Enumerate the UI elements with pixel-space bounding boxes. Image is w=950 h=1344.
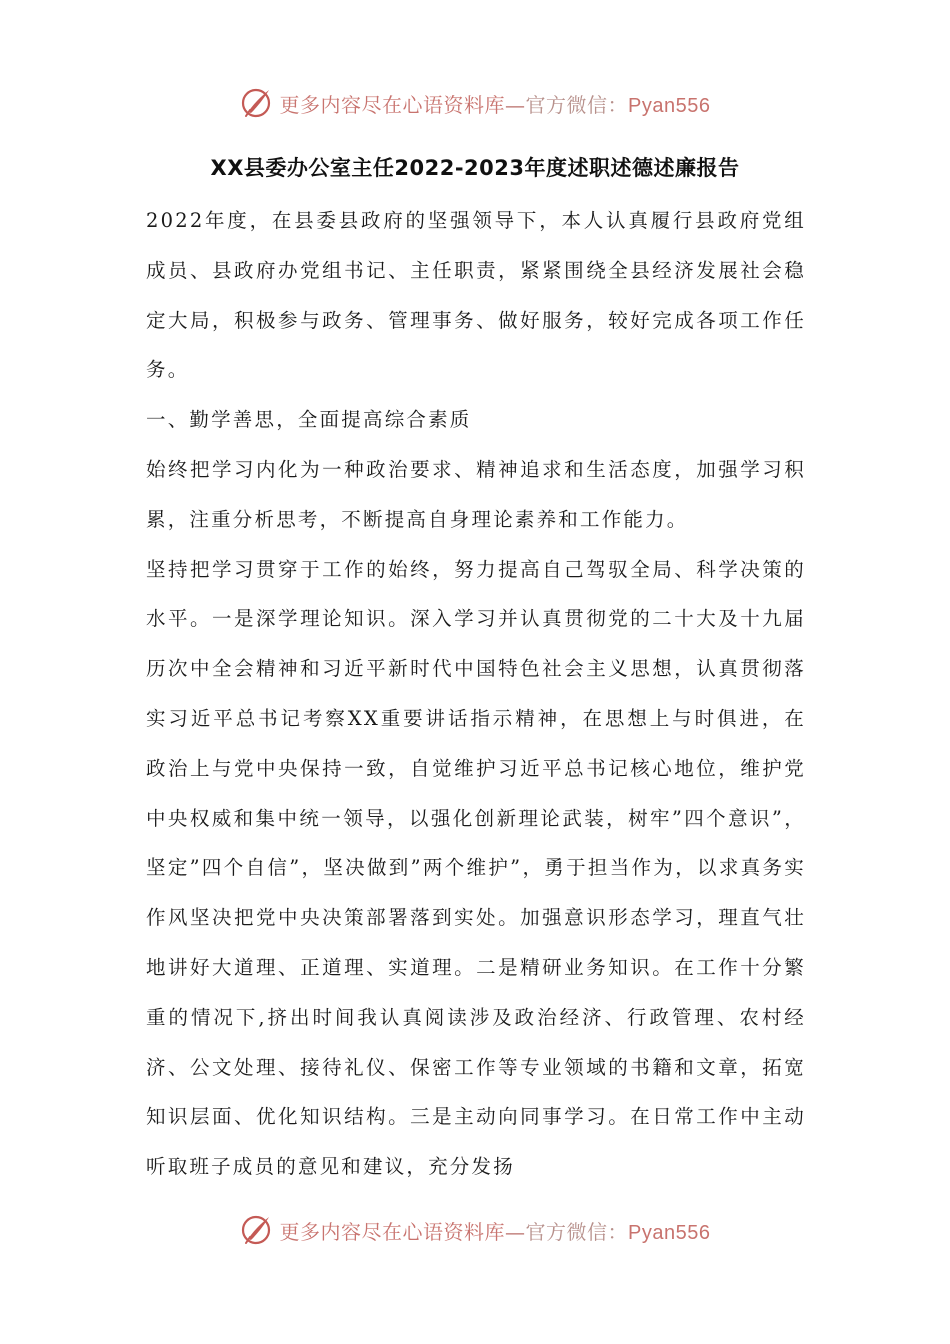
banner-wechat-id: Pyan556 <box>628 1221 711 1244</box>
quill-logo-icon <box>240 86 274 120</box>
banner-dash: — <box>505 1219 526 1244</box>
banner-text <box>280 89 711 118</box>
quill-logo-icon <box>240 1213 274 1247</box>
document-title: XX县委办公室主任2022-2023年度述职述德述廉报告 <box>210 156 740 180</box>
banner-official-label: 官方微信： <box>525 92 629 117</box>
banner-wechat-id: Pyan556 <box>628 94 711 117</box>
paragraph-learning: 始终把学习内化为一种政治要求、精神追求和生活态度，加强学习积累，注重分析思考，不断提高自身理论素养和工作能力。 <box>146 457 806 531</box>
banner-promo: 更多内容尽在心语资料库 <box>279 92 506 117</box>
document-body <box>146 196 806 1192</box>
banner-text <box>280 1216 711 1245</box>
paragraph-details: 坚持把学习贯穿于工作的始终，努力提高自己驾驭全局、科学决策的水平。一是深学理论知识。深入学习并认真贯彻党的二十大及十九届历次中全会精神和习近平新时代中国特色社会主义思想，认真贯彻落实习近平总书记考察XX重要讲话指示精神，在思想上与时俱进，在政治上与党中央保持一致，自觉维护习近平总书记核心地位，维护党中央权威和集中统一领导，以强化创新理论武装，树牢”四个意识”，坚定”四个自信”，坚决做到”两个维护”，勇于担当作为，以求真务实作风坚决把党中央决策部署落到实处。加强意识形态学习，理直气壮地讲好大道理、正道理、实道理。二是精研业务知识。在工作十分繁重的情况下,挤出时间我认真阅读涉及政治经济、行政管理、农村经济、公文处理、接待礼仪、保密工作等专业领域的书籍和文章，拓宽知识层面、优化知识结构。三是主动向同事学习。在日常工作中主动听取班子成员的意见和建议，充分发扬 <box>146 557 806 1179</box>
section-heading: 一、勤学善思，全面提高综合素质 <box>146 408 472 432</box>
paragraph-intro: 2022年度，在县委县政府的坚强领导下，本人认真履行县政府党组成员、县政府办党组书记、主任职责，紧紧围绕全县经济发展社会稳定大局，积极参与政务、管理事务、做好服务，较好完成各项工作任务。 <box>146 209 806 382</box>
header-watermark-banner <box>0 83 950 123</box>
banner-official-label: 官方微信： <box>525 1219 629 1244</box>
banner-promo: 更多内容尽在心语资料库 <box>279 1219 506 1244</box>
banner-dash: — <box>505 92 526 117</box>
footer-watermark-banner <box>0 1210 950 1250</box>
